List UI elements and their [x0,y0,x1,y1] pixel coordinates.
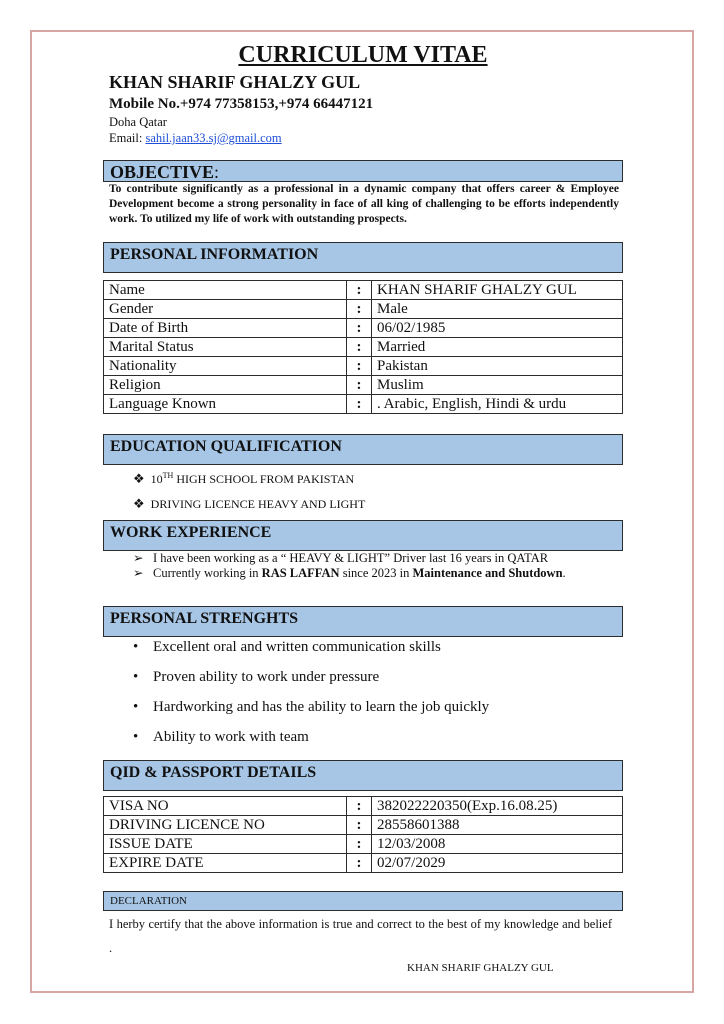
bullet-icon: • [133,729,139,745]
row-separator: : [347,376,372,395]
objective-heading [103,160,623,182]
education-heading: EDUCATION QUALIFICATION [103,434,623,465]
table-row [104,338,623,357]
work-experience-list [133,551,619,581]
department-name: Maintenance and Shutdown [412,566,563,580]
personal-info-heading: PERSONAL INFORMATION [103,242,623,273]
objective-heading-colon: : [214,162,220,182]
education-item [133,496,365,512]
row-separator: : [347,835,372,854]
row-label: Marital Status [104,338,347,357]
row-label: Date of Birth [104,319,347,338]
table-row [104,319,623,338]
row-label: EXPIRE DATE [104,854,347,873]
diamond-bullet-icon: ❖ [133,471,145,486]
document-title: CURRICULUM VITAE [238,42,488,68]
row-separator: : [347,816,372,835]
strength-item [133,727,309,747]
bullet-icon: • [133,669,139,685]
email-label: Email: [109,131,146,145]
email-line [109,130,623,146]
work-item-text [153,566,566,581]
row-label: Nationality [104,357,347,376]
row-value: Male [372,300,623,319]
cv-header [103,40,623,146]
row-label: Language Known [104,395,347,414]
work-item-text-mid: since 2023 in [339,566,413,580]
row-value: 06/02/1985 [372,319,623,338]
strength-text: Hardworking and has the ability to learn the job quickly [153,699,490,715]
strength-item [133,637,441,657]
table-row [104,797,623,816]
row-separator: : [347,338,372,357]
row-separator: : [347,854,372,873]
table-row [104,835,623,854]
row-value: 382022220350(Exp.16.08.25) [372,797,623,816]
personal-info-table [103,280,623,414]
strength-text: Proven ability to work under pressure [153,669,380,685]
candidate-name: KHAN SHARIF GHALZY GUL [109,72,361,92]
qid-passport-heading: QID & PASSPORT DETAILS [103,760,623,791]
education-item-text: DRIVING LICENCE HEAVY AND LIGHT [150,497,366,511]
row-value: 02/07/2029 [372,854,623,873]
row-separator: : [347,319,372,338]
row-value: KHAN SHARIF GHALZY GUL [372,281,623,300]
strength-text: Excellent oral and written communication skills [153,639,441,655]
row-separator: : [347,797,372,816]
work-item [133,566,619,581]
row-value: Muslim [372,376,623,395]
table-row [104,854,623,873]
table-row [104,376,623,395]
diamond-bullet-icon: ❖ [133,496,145,511]
work-item [133,551,619,566]
row-label: ISSUE DATE [104,835,347,854]
objective-text: To contribute significantly as a professional in a dynamic company that offers career & Employee Development become a strong personality in face of all king of challenging to be efforts independently work. To utilized my life of work with outstanding prospects. [109,183,619,225]
row-label: VISA NO [104,797,347,816]
row-label: DRIVING LICENCE NO [104,816,347,835]
education-item-text-rest: HIGH SCHOOL FROM PAKISTAN [173,472,355,486]
work-item-text: I have been working as a “ HEAVY & LIGHT” Driver last 16 years in QATAR [153,551,549,565]
table-row [104,281,623,300]
row-separator: : [347,281,372,300]
row-label: Religion [104,376,347,395]
bullet-icon: • [133,699,139,715]
bullet-icon: • [133,639,139,655]
education-item [133,468,354,487]
mobile-number: Mobile No.+974 77358153,+974 66447121 [109,96,374,112]
row-value: Pakistan [372,357,623,376]
table-row [104,357,623,376]
arrow-bullet-icon: ➢ [133,551,144,565]
row-value: . Arabic, English, Hindi & urdu [372,395,623,414]
objective-heading-label: OBJECTIVE [110,162,215,182]
arrow-bullet-icon: ➢ [133,566,144,580]
company-name: RAS LAFFAN [261,566,340,580]
education-item-text: 10 [150,472,163,486]
declaration-heading: DECLARATION [103,891,623,911]
work-item-text-end: . [562,566,566,580]
table-row [104,395,623,414]
work-experience-heading: WORK EXPERIENCE [103,520,623,551]
table-row [104,816,623,835]
work-item-text-start: Currently working in [153,566,262,580]
declaration-text: I herby certify that the above information is true and correct to the best of my knowledge and belief . [109,917,612,955]
table-row [104,300,623,319]
strengths-heading: PERSONAL STRENGHTS [103,606,623,637]
strength-item [133,667,379,687]
row-separator: : [347,357,372,376]
strength-item [133,697,489,717]
row-separator: : [347,395,372,414]
signature-name: KHAN SHARIF GHALZY GUL [407,962,554,974]
row-label: Gender [104,300,347,319]
email-link[interactable]: sahil.jaan33.sj@gmail.com [145,131,282,145]
education-item-superscript: TH [162,471,174,480]
row-value: 28558601388 [372,816,623,835]
row-label: Name [104,281,347,300]
row-value: 12/03/2008 [372,835,623,854]
row-value: Married [372,338,623,357]
location: Doha Qatar [109,115,167,129]
qid-passport-table [103,796,623,873]
row-separator: : [347,300,372,319]
strength-text: Ability to work with team [153,729,309,745]
